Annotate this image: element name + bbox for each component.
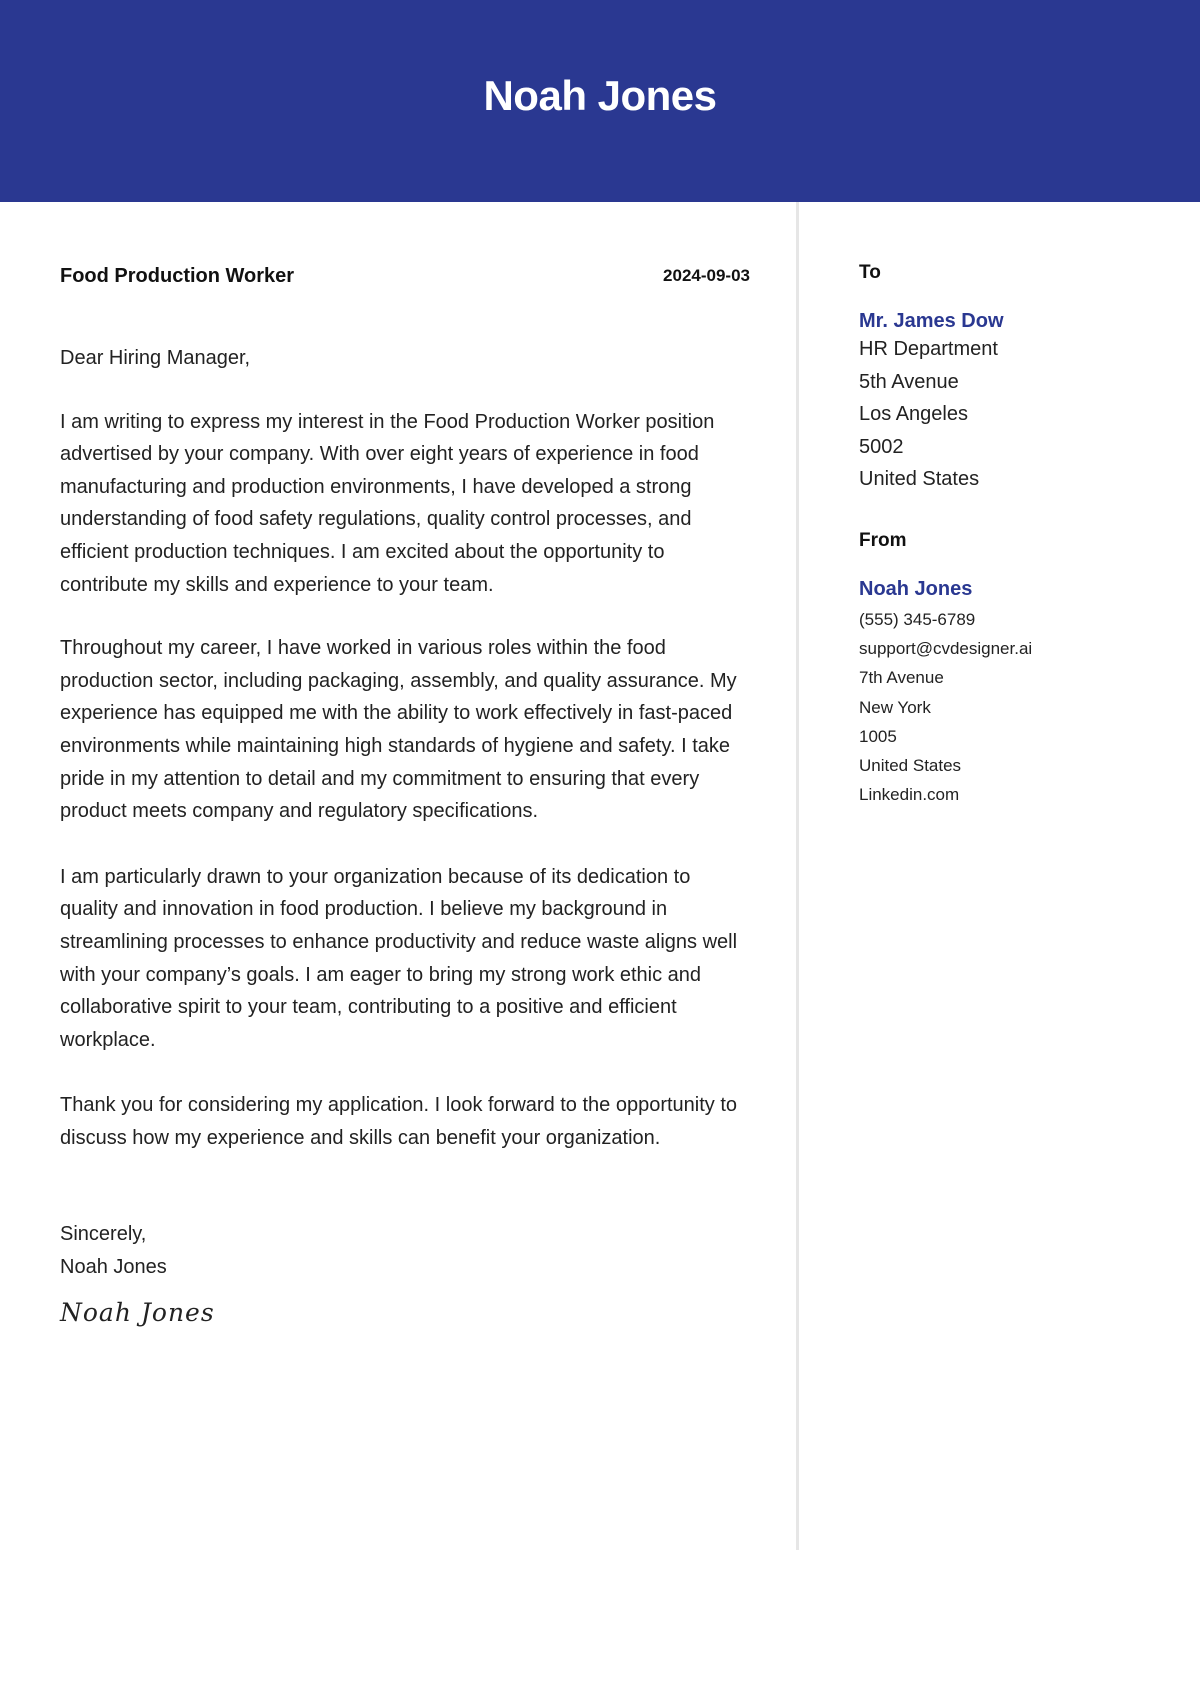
to-label: To bbox=[859, 262, 881, 283]
recipient-street: 5th Avenue bbox=[859, 370, 959, 393]
address-sidebar bbox=[859, 262, 1179, 809]
paragraph: Thank you for considering my application. I look forward to the opportunity to discuss how my experience and skills can benefit your organization. bbox=[60, 1094, 738, 1149]
letter-date: 2024-09-03 bbox=[663, 266, 750, 285]
from-label: From bbox=[859, 529, 907, 551]
sender-phone: (555) 345-6789 bbox=[859, 609, 976, 629]
closing: Sincerely, bbox=[60, 1223, 147, 1246]
applicant-name-heading: Noah Jones bbox=[483, 72, 717, 119]
paragraph: I am particularly drawn to your organization because of its dedication to quality and innovation in food production. I believe my background in streamlining processes to enhance productivity and reduce waste aligns well with your company’s goals. I am eager to bring my strong work ethic and collaborative spirit to your team, contributing to a positive and efficient workplace. bbox=[60, 865, 738, 1051]
title-row bbox=[60, 262, 750, 322]
handwritten-signature: Noah Jones bbox=[60, 1297, 215, 1327]
sender-country: United States bbox=[859, 755, 962, 775]
job-title: Food Production Worker bbox=[60, 265, 295, 287]
recipient-department: HR Department bbox=[859, 338, 998, 360]
paragraph: Throughout my career, I have worked in various roles within the food production sector, including packaging, assembly, and quality assurance. My experience has equipped me with the ability to work effectively in fast-paced environments while maintaining high standards of hygiene and safety. I take pride in my attention to detail and my commitment to ensuring that every product meets company and regulatory specifications. bbox=[60, 637, 737, 823]
recipient-postcode: 5002 bbox=[859, 435, 904, 458]
letter-body bbox=[60, 262, 750, 1327]
salutation: Dear Hiring Manager, bbox=[60, 347, 251, 369]
recipient-country: United States bbox=[859, 468, 980, 491]
header-banner bbox=[0, 0, 1200, 202]
column-divider bbox=[796, 202, 799, 1550]
sender-street: 7th Avenue bbox=[859, 668, 944, 688]
recipient-city: Los Angeles bbox=[859, 403, 968, 426]
sender-email: support@cvdesigner.ai bbox=[859, 639, 1033, 659]
sender-name: Noah Jones bbox=[859, 577, 973, 600]
closing-name: Noah Jones bbox=[60, 1256, 167, 1279]
sender-postcode: 1005 bbox=[859, 726, 897, 746]
recipient-name: Mr. James Dow bbox=[859, 310, 1004, 332]
sender-linkedin: Linkedin.com bbox=[859, 785, 960, 805]
sender-city: New York bbox=[859, 697, 931, 717]
paragraph: I am writing to express my interest in the Food Production Worker position advertised by your company. With over eight years of experience in food manufacturing and production environments, I have developed a strong understanding of food safety regulations, quality control processes, and efficient production techniques. I am excited about the opportunity to contribute my skills and experience to your team. bbox=[60, 410, 715, 596]
